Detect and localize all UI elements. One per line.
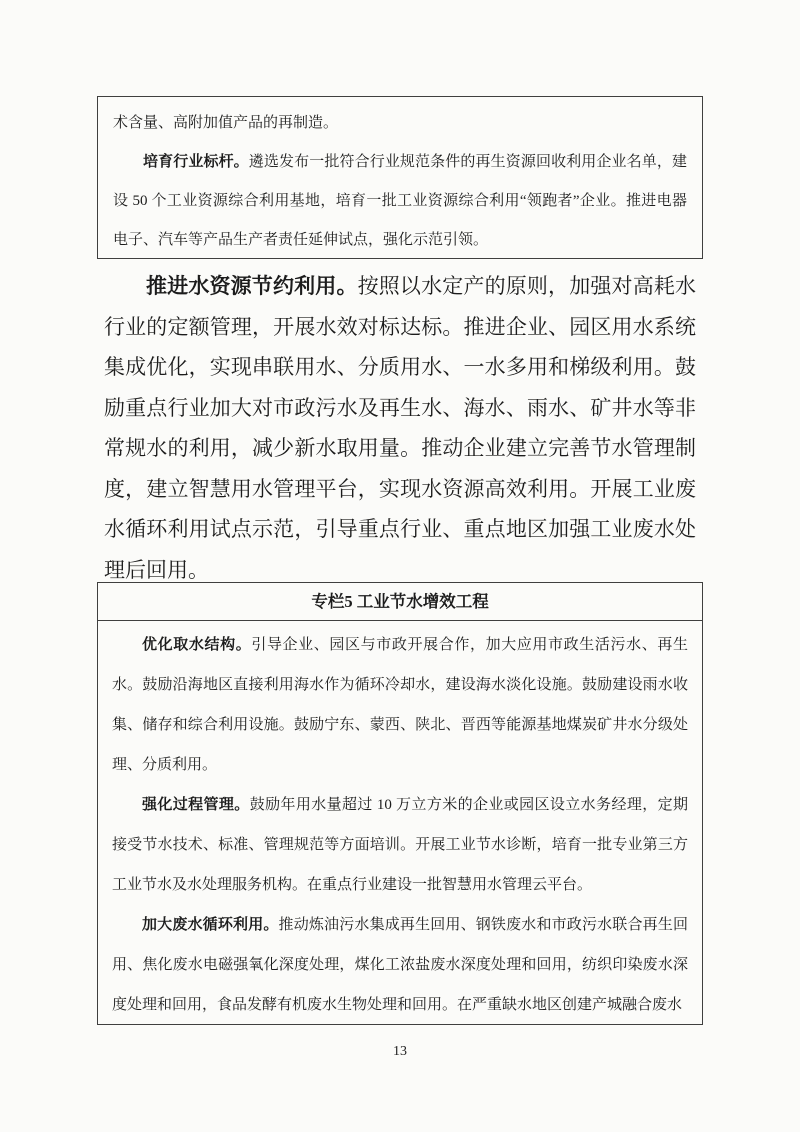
column5-content (98, 621, 702, 1025)
column5-paragraph3-body: 推动炼油污水集成再生回用、钢铁废水和市政污水联合再生回用、焦化废水电磁强氧化深度处理，煤化工浓盐废水深度处理和回用，纺织印染废水深度处理和回用，食品发酵有机废水生物处理和回用。在严重缺水地区创建产城融合废水 (112, 917, 688, 1013)
box1-benchmark-body: 遴选发布一批符合行业规范条件的再生资源回收利用企业名单，建设 50 个工业资源综合利用基地，培育一批工业资源综合利用“领跑者”企业。推进电器电子、汽车等产品生产者责任延伸试点，强化示范引领。 (113, 154, 687, 248)
box1-benchmark-paragraph (113, 143, 687, 260)
column5-paragraph-process-management (112, 785, 688, 905)
main-paragraph-lead: 推进水资源节约利用。 (146, 274, 358, 298)
page-number: 13 (393, 1044, 407, 1059)
box1-continuation-paragraph: 术含量、高附加值产品的再制造。 (113, 115, 339, 131)
column5-paragraph1-body: 引导企业、园区与市政开展合作，加大应用市政生活污水、再生水。鼓励沿海地区直接利用海水作为循环冷却水，建设海水淡化设施。鼓励建设雨水收集、储存和综合利用设施。鼓励宁东、蒙西、陕北、晋西等能源基地煤炭矿井水分级处理、分质利用。 (112, 637, 688, 773)
column5-paragraph2-lead: 强化过程管理。 (142, 797, 250, 813)
column5-paragraph-wastewater-recycling (112, 905, 688, 1025)
box1-benchmark-lead: 培育行业标杆。 (143, 154, 249, 170)
column5-title: 专栏5 工业节水增效工程 (98, 583, 702, 621)
main-paragraph-water-saving (104, 266, 696, 590)
column5-paragraph1-lead: 优化取水结构。 (142, 637, 252, 653)
column5-paragraph2-body: 鼓励年用水量超过 10 万立方米的企业或园区设立水务经理，定期接受节水技术、标准、管理规范等方面培训。开展工业节水诊断，培育一批专业第三方工业节水及水处理服务机构。在重点行业建设一批智慧用水管理云平台。 (112, 797, 688, 893)
column5-box (97, 582, 703, 1025)
callout-box-resource-reuse (97, 96, 703, 259)
column5-paragraph-intake-structure (112, 625, 688, 785)
main-paragraph-body: 按照以水定产的原则，加强对高耗水行业的定额管理，开展水效对标达标。推进企业、园区用水系统集成优化，实现串联用水、分质用水、一水多用和梯级利用。鼓励重点行业加大对市政污水及再生水、海水、雨水、矿井水等非常规水的利用，减少新水取用量。推动企业建立完善节水管理制度，建立智慧用水管理平台，实现水资源高效利用。开展工业废水循环利用试点示范，引导重点行业、重点地区加强工业废水处理后回用。 (104, 274, 697, 582)
column5-paragraph3-lead: 加大废水循环利用。 (142, 917, 279, 933)
